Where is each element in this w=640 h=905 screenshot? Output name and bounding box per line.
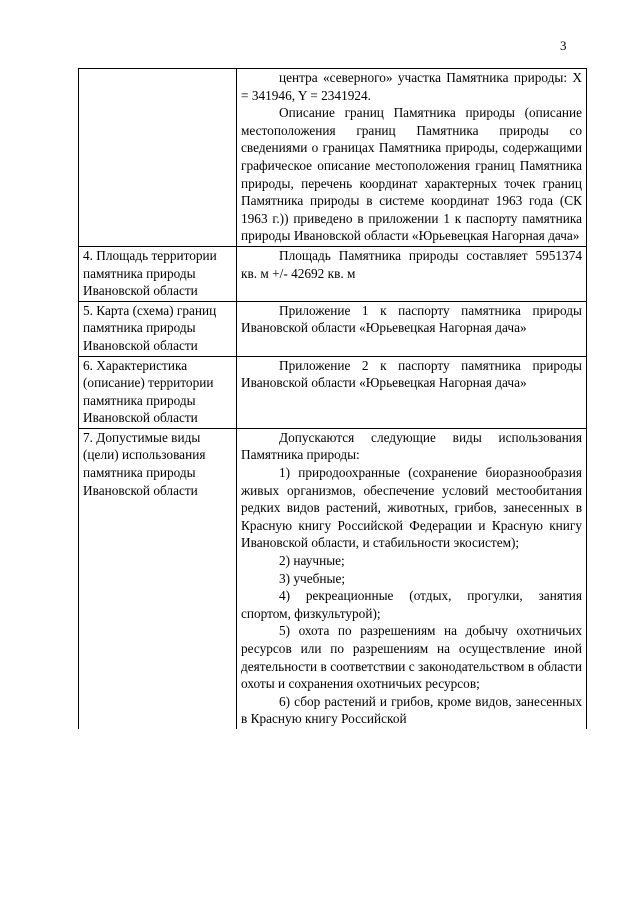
row-label bbox=[79, 69, 237, 247]
paragraph: Описание границ Памятника природы (описание местоположения границ Памятника природы со сведениями о границах Памятника природы, содержащими графическое описание местоположения границ Памятника природы, перечень координат характерных точек границ Памятника природы в системе координат 1963 года (СК 1963 г.)) приведено в приложении 1 к паспорту памятника природы Ивановской области «Юрьевецкая Нагорная дача» bbox=[241, 105, 582, 244]
paragraph: 3) учебные; bbox=[279, 570, 346, 586]
row-label: 7. Допустимые виды (цели) использования памятника природы Ивановской области bbox=[79, 428, 237, 729]
page-number: 3 bbox=[560, 38, 567, 53]
paragraph: центра «северного» участка Памятника природы: X = 341946, Y = 2341924. bbox=[241, 70, 582, 103]
paragraph: Приложение 2 к паспорту памятника природы Ивановской области «Юрьевецкая Нагорная дача» bbox=[241, 357, 582, 391]
table-row bbox=[79, 356, 587, 428]
paragraph: 1) природоохранные (сохранение биоразнообразия живых организмов, обеспечение условий местообитания редких видов растений, животных, грибов, занесенных в Красную книгу Российской Федерации и Красную книгу Ивановской области, и стабильности экосистем); bbox=[241, 465, 582, 551]
row-content bbox=[237, 301, 587, 356]
paragraph: 4) рекреационные (отдых, прогулки, занятия спортом, физкультурой); bbox=[241, 588, 582, 621]
paragraph: 6) сбор растений и грибов, кроме видов, занесенных в Красную книгу Российской bbox=[241, 693, 582, 727]
row-content bbox=[237, 246, 587, 301]
paragraph: Площадь Памятника природы составляет 5951374 кв. м +/- 42692 кв. м bbox=[241, 247, 582, 281]
paragraph: Допускаются следующие виды использования Памятника природы: bbox=[241, 429, 582, 463]
paragraph: Приложение 1 к паспорту памятника природы Ивановской области «Юрьевецкая Нагорная дача» bbox=[241, 302, 582, 336]
table-row bbox=[79, 428, 587, 729]
table-row bbox=[79, 301, 587, 356]
row-content bbox=[237, 428, 587, 729]
paragraph: 5) охота по разрешениям на добычу охотничьих ресурсов или по разрешениям на осуществление иной деятельности в соответствии с законодательством в области охоты и сохранения охотничьих ресурсов; bbox=[241, 623, 582, 692]
row-label: 6. Характеристика (описание) территории памятника природы Ивановской области bbox=[79, 356, 237, 428]
table-row bbox=[79, 69, 587, 247]
row-label: 5. Карта (схема) границ памятника природы Ивановской области bbox=[79, 301, 237, 356]
paragraph: 2) научные; bbox=[279, 553, 345, 569]
row-content bbox=[237, 69, 587, 247]
row-label: 4. Площадь территории памятника природы Ивановской области bbox=[79, 246, 237, 301]
row-content bbox=[237, 356, 587, 428]
passport-table bbox=[78, 68, 587, 729]
table-row bbox=[79, 246, 587, 301]
